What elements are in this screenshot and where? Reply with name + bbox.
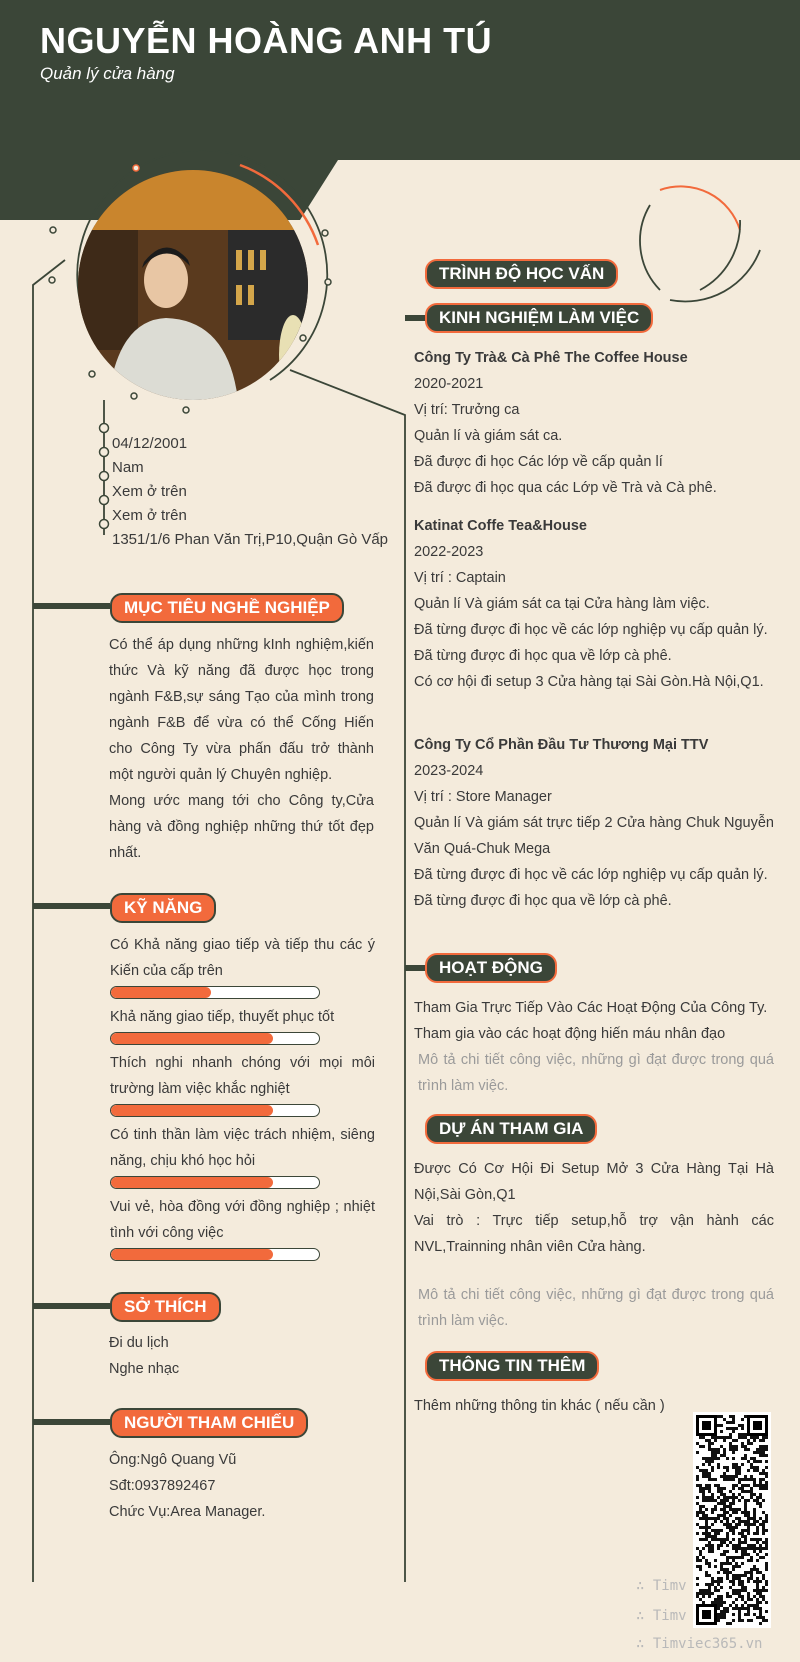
activity-item: Tham gia vào các hoạt động hiến máu nhân đạo <box>414 1026 726 1042</box>
section-projects-title: DỰ ÁN THAM GIA <box>425 1114 597 1144</box>
skill-text: Vui vẻ, hòa đồng với đồng nghiệp ; nhiệt tình với công việc <box>110 1199 375 1241</box>
detail: Đã từng được đi học về các lớp nghiệp vụ cấp quản lý. <box>414 867 768 883</box>
activities-placeholder: Mô tả chi tiết công việc, những gì đạt được trong quá trình làm việc. <box>418 1052 774 1094</box>
email: Xem ở trên <box>112 507 187 524</box>
activity-item: Tham Gia Trực Tiếp Vào Các Hoạt Động Của Công Ty. <box>414 1000 768 1016</box>
projects-placeholder: Mô tả chi tiết công việc, những gì đạt được trong quá trình làm việc. <box>418 1287 774 1329</box>
extra-text: Thêm những thông tin khác ( nếu cần ) <box>414 1398 665 1414</box>
dob: 04/12/2001 <box>112 435 188 452</box>
skill-bar-fill <box>111 1105 273 1116</box>
skill-bar <box>110 986 320 999</box>
section-education-title: TRÌNH ĐỘ HỌC VẤN <box>425 259 618 289</box>
section-objective-title: MỤC TIÊU NGHỀ NGHIỆP <box>110 593 344 623</box>
skill-bar <box>110 1104 320 1117</box>
profile-photo <box>78 170 308 400</box>
experience-1 <box>414 345 774 501</box>
company-name: Katinat Coffe Tea&House <box>414 518 587 534</box>
candidate-role: Quản lý cửa hàng <box>40 64 175 83</box>
project-role: Vai trò : Trực tiếp setup,hỗ trợ vận hành các NVL,Trainning nhân viên Cửa hàng. <box>414 1213 774 1255</box>
skill-bar <box>110 1248 320 1261</box>
watermark-text: ∴ Timviec365.vn <box>636 1636 763 1652</box>
position: Vị trí : Store Manager <box>414 789 552 805</box>
project-text: Được Có Cơ Hội Đi Setup Mở 3 Cửa Hàng Tại Hà Nội,Sài Gòn,Q1 <box>414 1161 774 1203</box>
period: 2022-2023 <box>414 544 484 560</box>
objective-paragraph-2: Mong ước mang tới cho Công ty,Cửa hàng và đồng nghiệp những thứ tốt đẹp nhất. <box>109 793 374 861</box>
skill-item <box>110 1050 375 1117</box>
skill-bar <box>110 1032 320 1045</box>
skill-item <box>110 1004 375 1045</box>
reference-phone: Sđt:0937892467 <box>109 1478 216 1494</box>
hobbies-list <box>109 1330 179 1382</box>
reference-position: Chức Vụ:Area Manager. <box>109 1504 266 1520</box>
skill-text: Thích nghi nhanh chóng với mọi môi trường làm việc khắc nghiệt <box>110 1055 375 1097</box>
position: Vị trí : Captain <box>414 570 506 586</box>
skill-item <box>110 1122 375 1189</box>
skill-item <box>110 932 375 999</box>
hobby-item: Nghe nhạc <box>109 1361 180 1377</box>
position: Vị trí: Trưởng ca <box>414 402 520 418</box>
detail: Đã được đi học Các lớp về cấp quản lí <box>414 454 663 470</box>
section-activities-title: HOẠT ĐỘNG <box>425 953 557 983</box>
detail: Quản lí Và giám sát trực tiếp 2 Cửa hàng Chuk Nguyễn Văn Quá-Chuk Mega <box>414 815 774 857</box>
detail: Đã từng được đi học về các lớp nghiệp vụ cấp quản lý. <box>414 622 768 638</box>
objective-text <box>109 632 374 866</box>
detail: Có cơ hội đi setup 3 Cửa hàng tại Sài Gòn.Hà Nội,Q1. <box>414 674 764 690</box>
candidate-name: NGUYỄN HOÀNG ANH TÚ <box>40 20 493 61</box>
gender: Nam <box>112 459 144 476</box>
section-extra-title: THÔNG TIN THÊM <box>425 1351 599 1381</box>
projects-content <box>414 1156 774 1260</box>
address: 1351/1/6 Phan Văn Trị,P10,Quận Gò Vấp <box>112 531 389 548</box>
skill-item <box>110 1194 375 1261</box>
section-hobbies-title: SỞ THÍCH <box>110 1292 221 1322</box>
company-name: Công Ty Trà& Cà Phê The Coffee House <box>414 350 688 366</box>
detail: Quản lí và giám sát ca. <box>414 428 563 444</box>
watermark-text: ∴ Timv <box>636 1578 687 1594</box>
references-list <box>109 1447 265 1525</box>
detail: Đã được đi học qua các Lớp về Trà và Cà phê. <box>414 480 717 496</box>
skill-bar-fill <box>111 1249 273 1260</box>
skill-bar-fill <box>111 1177 273 1188</box>
company-name: Công Ty Cổ Phần Đầu Tư Thương Mại TTV <box>414 737 709 753</box>
skill-text: Có Khả năng giao tiếp và tiếp thu các ý Kiến của cấp trên <box>110 937 375 979</box>
skill-bar <box>110 1176 320 1189</box>
detail: Quản lí Và giám sát ca tại Cửa hàng làm việc. <box>414 596 710 612</box>
section-skills-title: KỸ NĂNG <box>110 893 216 923</box>
period: 2023-2024 <box>414 763 484 779</box>
section-references-title: NGƯỜI THAM CHIẾU <box>110 1408 308 1438</box>
experience-3 <box>414 732 774 914</box>
detail: Đã từng được đi học qua về lớp cà phê. <box>414 893 672 909</box>
hobby-item: Đi du lịch <box>109 1335 169 1351</box>
detail: Đã từng được đi học qua về lớp cà phê. <box>414 648 672 664</box>
phone: Xem ở trên <box>112 483 187 500</box>
skill-bar-fill <box>111 1033 273 1044</box>
section-experience-title: KINH NGHIỆM LÀM VIỆC <box>425 303 653 333</box>
skill-text: Có tinh thần làm việc trách nhiệm, siêng năng, chịu khó học hỏi <box>110 1127 375 1169</box>
skill-bar-fill <box>111 987 211 998</box>
activities-list <box>414 995 774 1099</box>
skill-text: Khả năng giao tiếp, thuyết phục tốt <box>110 1009 335 1025</box>
objective-paragraph-1: Có thể áp dụng những kInh nghiệm,kiến thức Và kỹ năng đã được học trong ngành F&B,sự sáng Tạo của mình trong ngành F&B để vừa có thể Cống Hiến cho Công Ty vừa phấn đấu trở thành một người quản lý Chuyên nghiệp. <box>109 637 374 783</box>
watermark-text: ∴ Timv <box>636 1608 687 1624</box>
reference-name: Ông:Ngô Quang Vũ <box>109 1452 237 1468</box>
experience-2 <box>414 513 774 695</box>
period: 2020-2021 <box>414 376 484 392</box>
qr-code <box>693 1412 771 1628</box>
